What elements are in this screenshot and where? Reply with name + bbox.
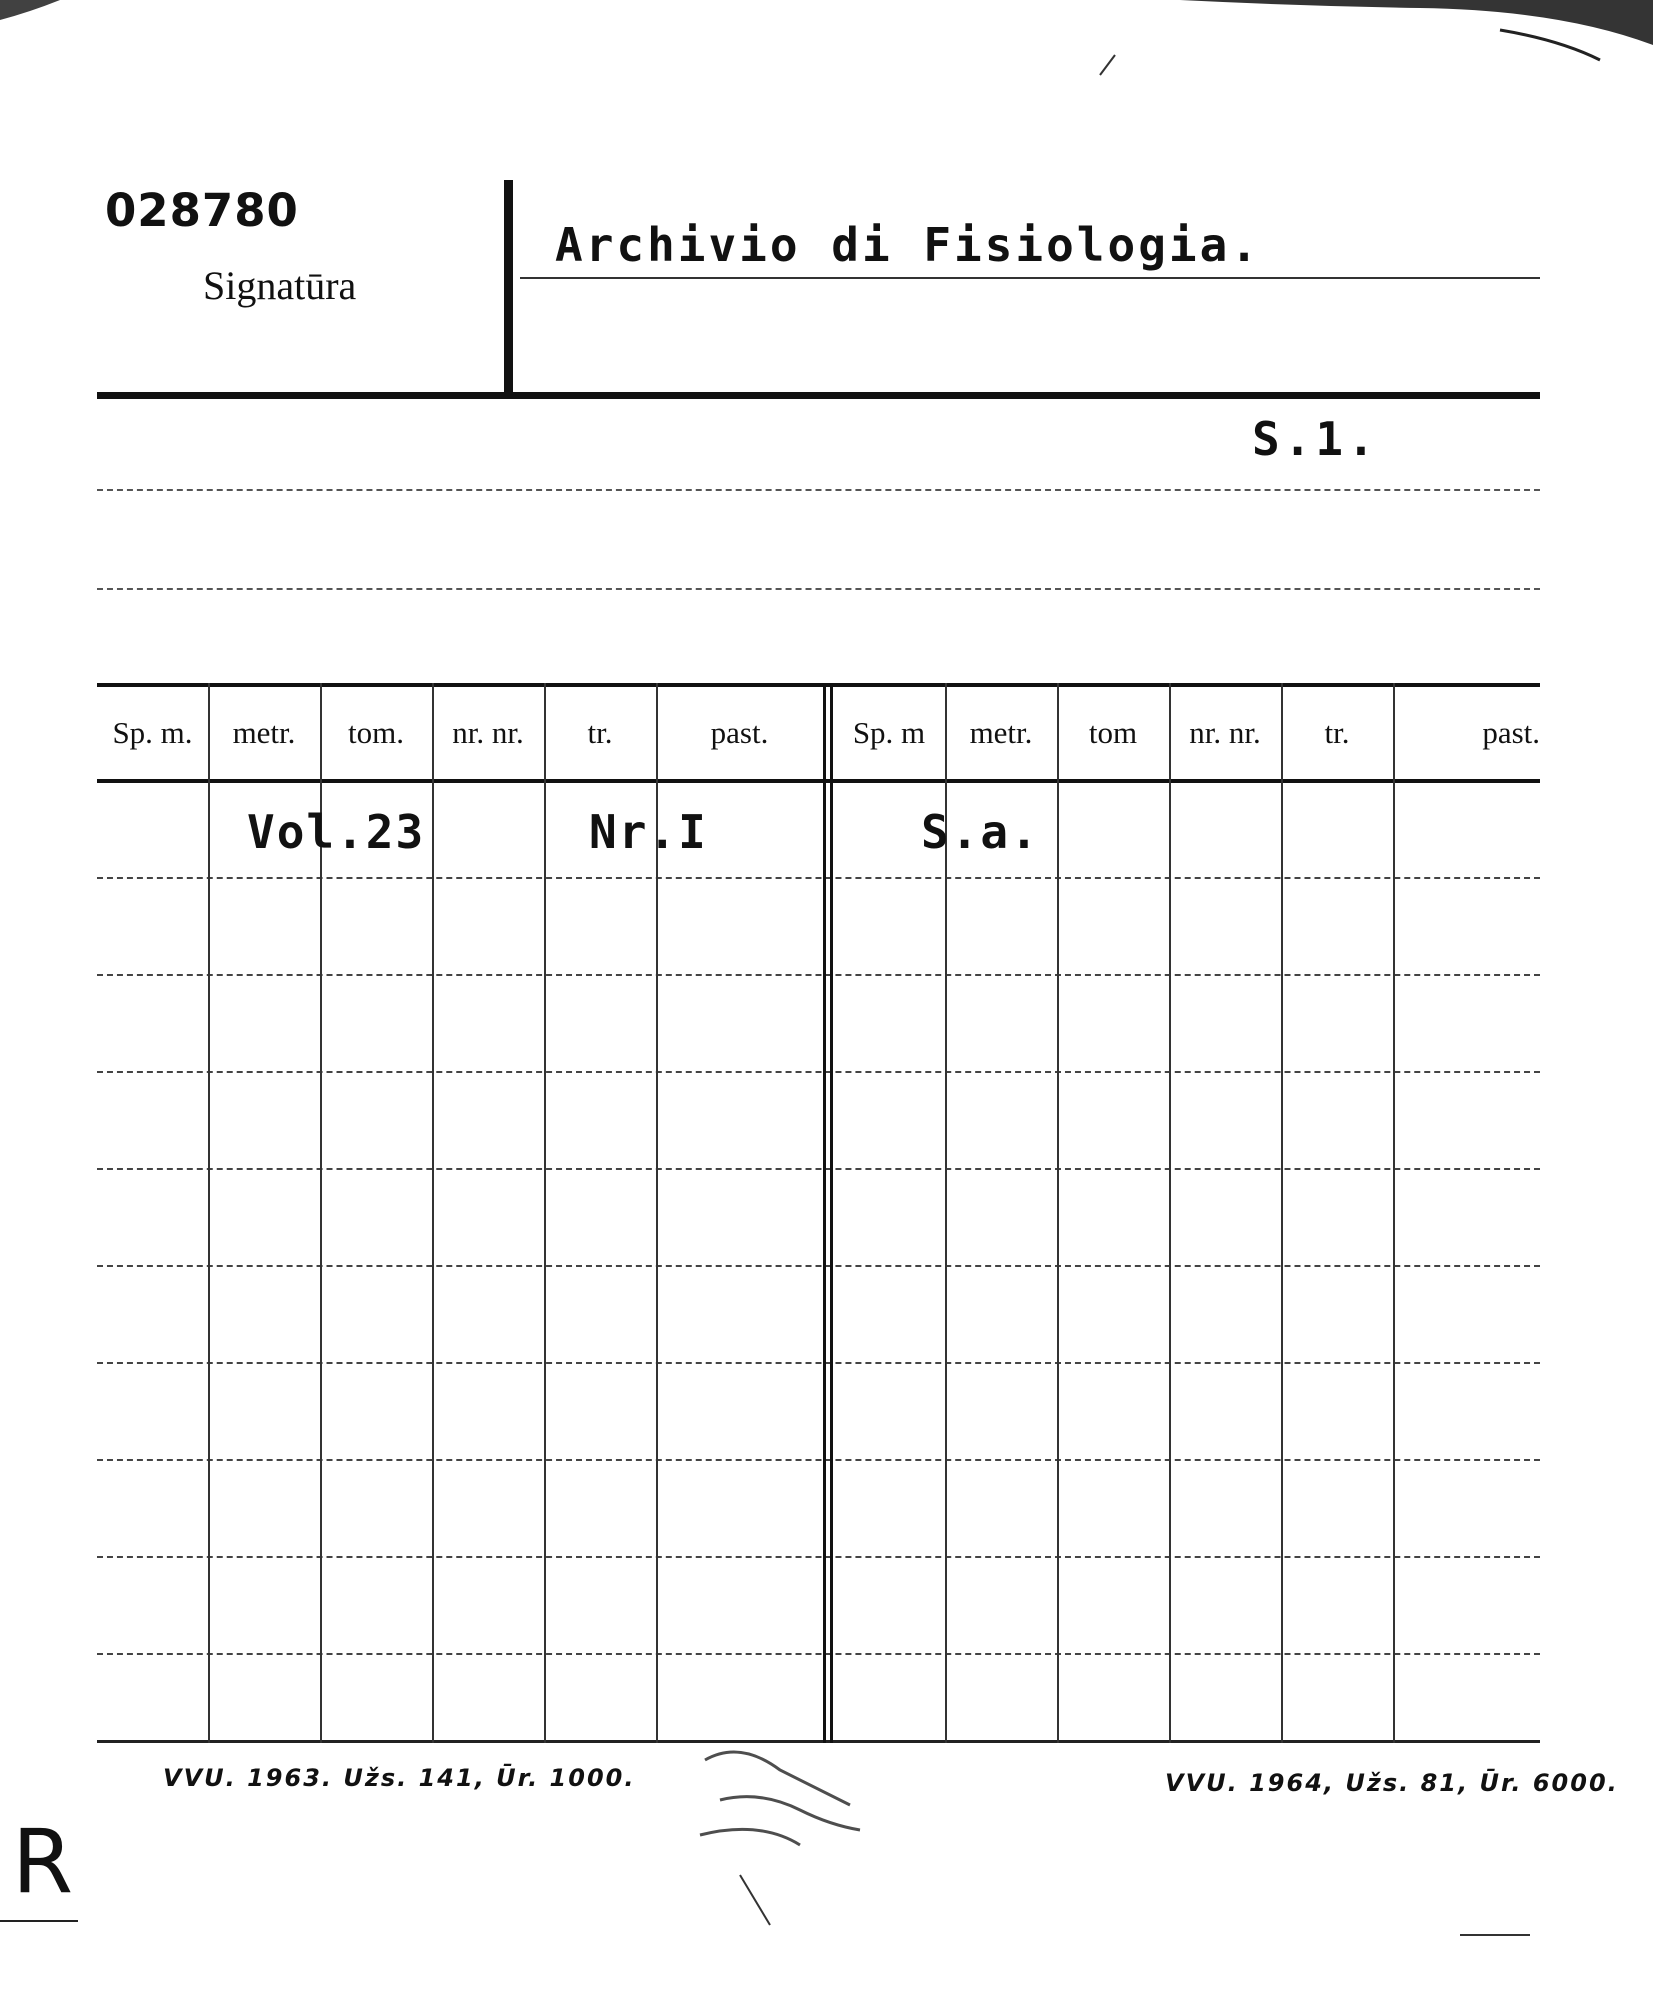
table-bottom-rule — [97, 1740, 1540, 1743]
card-title: Archivio di Fisiologia. — [555, 218, 1261, 272]
table-center-divider — [823, 683, 833, 1743]
header-divider — [504, 180, 513, 392]
series-mark: S.1. — [1252, 412, 1379, 466]
table-column-rule — [1169, 683, 1171, 1743]
printer-note-right: VVU. 1964, Užs. 81, Ūr. 6000. — [1165, 1769, 1619, 1797]
table-row-rule — [97, 1265, 1540, 1267]
table-column-rule — [1281, 683, 1283, 1743]
column-header: Sp. m — [852, 715, 926, 750]
column-header: tr. — [587, 715, 613, 750]
column-header: tom. — [348, 715, 404, 750]
table-header-rule — [97, 779, 1540, 783]
column-header: tom — [1088, 715, 1138, 750]
table-row-rule — [97, 1556, 1540, 1558]
table-row-rule — [97, 974, 1540, 976]
table-row-rule — [97, 1362, 1540, 1364]
title-underline — [520, 277, 1540, 279]
column-header: nr. nr. — [452, 715, 524, 750]
table-column-rule — [432, 683, 434, 1743]
column-header: past. — [1482, 715, 1540, 750]
column-header: Sp. m. — [112, 715, 193, 750]
table-column-rule — [1393, 683, 1395, 1743]
column-header: metr. — [232, 715, 296, 750]
table-top-rule — [97, 683, 1540, 687]
note-line — [97, 588, 1540, 590]
note-line — [97, 489, 1540, 491]
table-column-rule — [208, 683, 210, 1743]
header-rule — [97, 392, 1540, 399]
table-row-rule — [97, 1071, 1540, 1073]
signature-number: 028780 — [105, 184, 299, 237]
volume-entry: Vol.23 — [247, 805, 426, 859]
column-header: metr. — [969, 715, 1033, 750]
table-column-rule — [544, 683, 546, 1743]
printer-note-left: VVU. 1963. Užs. 141, Ūr. 1000. — [163, 1764, 636, 1792]
signature-label: Signatūra — [203, 263, 357, 308]
table-row-rule — [97, 1653, 1540, 1655]
holdings-table — [97, 683, 1540, 1743]
table-row-rule — [97, 1459, 1540, 1461]
table-row-rule — [97, 1168, 1540, 1170]
series-entry: S.a. — [921, 805, 1040, 859]
column-header: nr. nr. — [1189, 715, 1261, 750]
handwritten-underline — [0, 1920, 78, 1922]
column-header: tr. — [1324, 715, 1350, 750]
table-column-rule — [1057, 683, 1059, 1743]
number-entry: Nr.I — [589, 805, 708, 859]
handwritten-mark: R — [12, 1810, 74, 1913]
table-row-rule — [97, 877, 1540, 879]
column-header: past. — [710, 715, 769, 750]
